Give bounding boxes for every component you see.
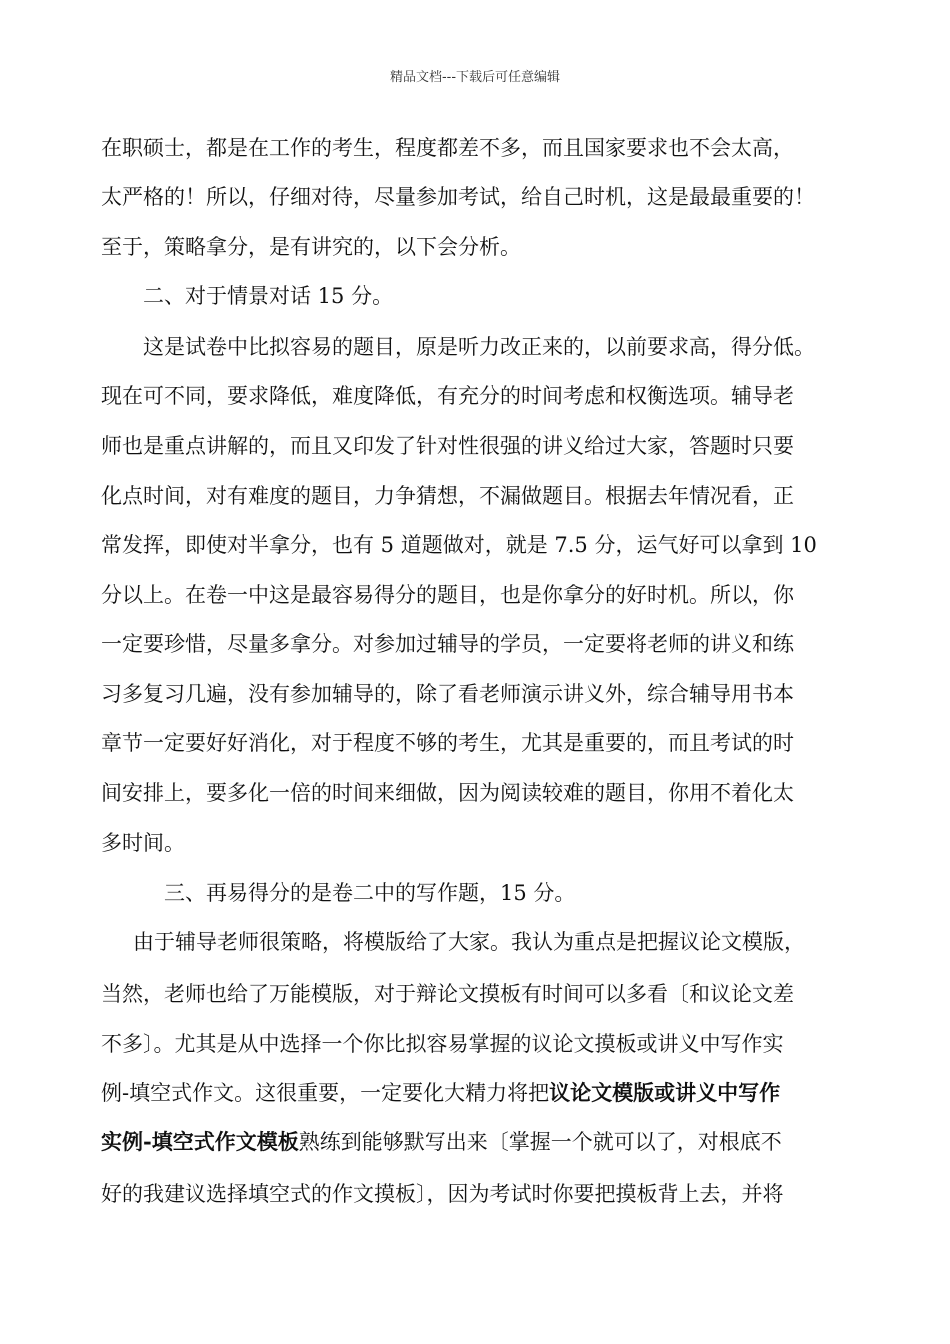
- text-normal: 熟练到能够默写出来〔掌握一个就可以了，对根底不: [298, 1130, 782, 1154]
- paragraph-line: 化点时间，对有难度的题目，力争猜想，不漏做题目。根据去年情况看，正: [101, 484, 794, 508]
- text-bold: 实例-填空式作文模板: [101, 1129, 299, 1154]
- paragraph-line: 间安排上，要多化一倍的时间来细做，因为阅读较难的题目，你用不着化太: [101, 781, 794, 805]
- paragraph-line: 师也是重点讲解的，而且又印发了针对性很强的讲义给过大家，答题时只要: [101, 434, 794, 458]
- text-bold: 议论文模版或讲义中写作: [549, 1080, 781, 1105]
- text-normal: 例-填空式作文。这很重要，一定要化大精力将把: [101, 1081, 550, 1105]
- paragraph-line: 常发挥，即使对半拿分，也有 5 道题做对，就是 7.5 分，运气好可以拿到 10: [101, 533, 817, 557]
- paragraph-line: [101, 1079, 780, 1107]
- paragraph-line: 现在可不同，要求降低，难度降低，有充分的时间考虑和权衡选项。辅导老: [101, 384, 794, 408]
- paragraph-line: 太严格的！所以，仔细对待，尽量参加考试，给自己时机，这是最最重要的！: [101, 185, 815, 209]
- paragraph-line: 由于辅导老师很策略，将模版给了大家。我认为重点是把握议论文模版，: [133, 930, 805, 954]
- paragraph-line: 一定要珍惜，尽量多拿分。对参加过辅导的学员，一定要将老师的讲义和练: [101, 632, 794, 656]
- paragraph-line: 这是试卷中比拟容易的题目，原是听力改正来的，以前要求高，得分低。: [143, 335, 815, 359]
- section-heading: 二、对于情景对话 15 分。: [143, 284, 394, 308]
- paragraph-line: 至于，策略拿分，是有讲究的，以下会分析。: [101, 235, 521, 259]
- paragraph-line: 不多〕。尤其是从中选择一个你比拟容易掌握的议论文摸板或讲义中写作实: [101, 1032, 784, 1056]
- paragraph-line: 好的我建议选择填空式的作文摸板〕，因为考试时你要把摸板背上去，并将: [101, 1182, 784, 1206]
- paragraph-line: 习多复习几遍，没有参加辅导的，除了看老师演示讲义外，综合辅导用书本: [101, 682, 794, 706]
- section-heading: 三、再易得分的是卷二中的写作题，15 分。: [164, 881, 576, 905]
- paragraph-line: [101, 1128, 782, 1156]
- paragraph-line: 当然，老师也给了万能模版，对于辩论文摸板有时间可以多看〔和议论文差: [101, 982, 794, 1006]
- paragraph-line: 章节一定要好好消化，对于程度不够的考生，尤其是重要的，而且考试的时: [101, 731, 794, 755]
- paragraph-line: 多时间。: [101, 831, 185, 855]
- page-header: 精品文档---下载后可任意编辑: [389, 70, 561, 85]
- paragraph-line: 在职硕士，都是在工作的考生，程度都差不多，而且国家要求也不会太高，: [101, 136, 794, 160]
- paragraph-line: 分以上。在卷一中这是最容易得分的题目，也是你拿分的好时机。所以，你: [101, 583, 794, 607]
